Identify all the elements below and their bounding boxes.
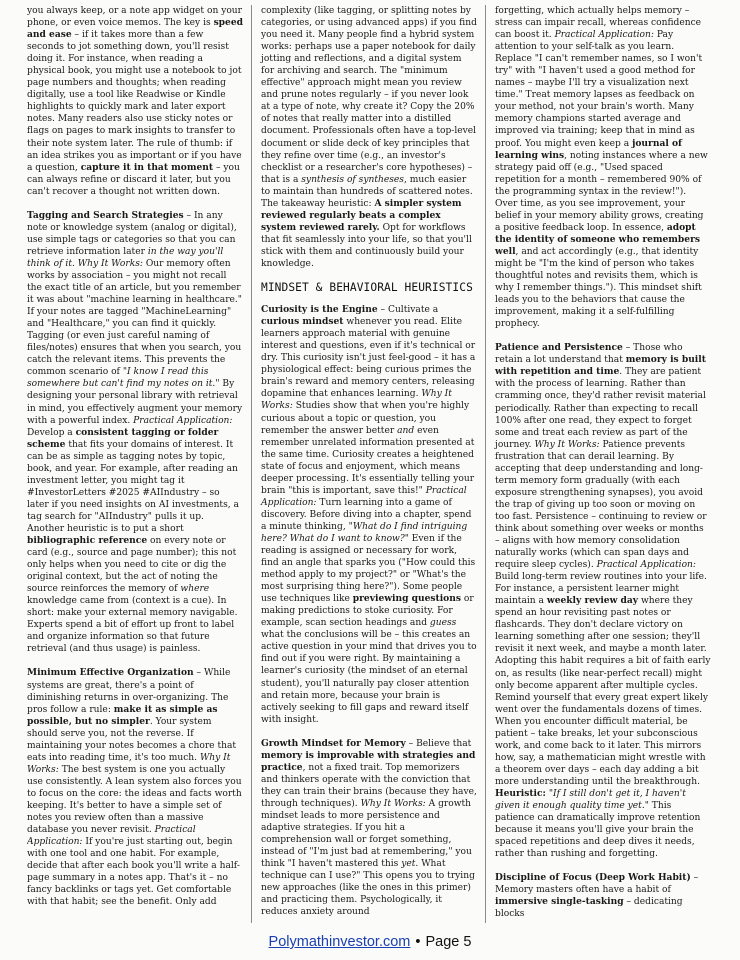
bold-text: Tagging and Search Strategies [27, 209, 184, 221]
page-footer [0, 934, 740, 950]
text-run: – Cultivate a [377, 305, 439, 316]
italic-text: synthesis of syntheses [301, 174, 404, 185]
italic-text: yet [401, 859, 416, 870]
section-heading: MINDSET & BEHAVIORAL HEURISTICS [261, 281, 473, 295]
paragraph [495, 342, 711, 860]
text-run: on every note or card (e.g., source and page number); this not only helps when you need to cite or dig the original context, but the act of noting the source reinforces the memory of [27, 536, 237, 595]
italic-text: Practical Application: [261, 485, 467, 508]
bold-text: memory is built with repetition and time [495, 354, 706, 378]
bold-text: capture it in that moment [80, 161, 214, 173]
text-run: knowledge came from (context is a cue). In short: make your external memory navigable. Experts spend a bit of effort up front to label and organize information so that future retrieval (and thus usage) is painless. [27, 596, 238, 655]
bold-text: Curiosity is the Engine [261, 304, 378, 316]
italic-text: guess [429, 618, 457, 629]
italic-text: where [180, 584, 210, 595]
italic-text: Practical Application: [27, 825, 196, 848]
text-run: Pay attention to your self-talk as you learn. Replace "I can't remember names, so I won't try" with "I haven't used a good method for names – maybe I'll try a visualization next time." Treat memory lapses as feedback on your method, not your brain's worth. Many memory champions started average and improved via training; keep that in mind as proof. You might even keep a [495, 30, 703, 149]
bold-text: Heuristic: [495, 788, 546, 799]
italic-text: Practical Application: [596, 560, 696, 571]
text-run: Even if the reading is assigned or necessary for work, find an angle that sparks you ("How could this method apply to my project?" or "What's the most surprising thing here?"). Some people use techniques like [261, 533, 476, 605]
footer-separator: • [415, 934, 421, 950]
bold-text: Patience and Persistence [495, 342, 623, 354]
text-run: that fits your domains of interest. It can be as simple as tagging notes by topic, book, and year. For example, after reading an investment letter, you might tag it #InvestorLetters #2025 #AIIndustry – so later if you need insights on AI investments, a tag search for "AIIndustry" pulls it up. Another heuristic is to put a short [27, 439, 239, 534]
paragraph [495, 5, 711, 330]
paragraph [261, 304, 477, 726]
text-run: Opt for workflows that fit seamlessly into your life, so that you'll stick with them and continuously build your knowledge. [261, 222, 472, 269]
text-run: you always keep, or a note app widget on your phone, or even voice memos. The key is [27, 6, 243, 29]
italic-text: Practical Application: [133, 415, 233, 426]
text-run: A growth mindset leads to more persistence and adaptive strategies. If you hit a comprehension wall or forget something, instead of "I'm just bad at remembering," you think "I haven't mastered this [261, 798, 472, 870]
italic-text: Why It Works: [77, 258, 143, 269]
bold-text: adopt the identity of someone who remembers well [495, 221, 700, 257]
paragraph [261, 5, 477, 270]
italic-text: Why It Works: [360, 798, 426, 809]
bold-text: immersive single-tasking [495, 896, 624, 908]
text-run: what the conclusions will be – this creates an active question in your mind that drives you to find out if you were right. By maintaining a learner's curiosity (the mindset of an eternal student), you'll naturally pay closer attention and retain more, because your brain is actively seeking to fill gaps and reward itself with insight. [261, 630, 477, 725]
text-run: The best system is one you actually use consistently. A lean system also forces you to focus on the core: the ideas and facts worth keeping. It's better to have a simple set of notes you review often than a massive database you never revisit. [27, 764, 242, 836]
text-run: If you're just starting out, begin with one tool and one habit. For example, decide that after each book you'll write a half-page summary in a notes app. That's it – no fancy backlinks or tags yet. Get comfortable with that habit; see the benefit. Only add [27, 837, 240, 908]
column-middle [251, 5, 485, 923]
text-run: , much easier to maintain than hundreds of scattered notes. The takeaway heuristic: [261, 174, 473, 209]
text-run: Turn learning into a game of discovery. Before diving into a chapter, spend a minute thinking, [261, 497, 472, 532]
text-run: – if it takes more than a few seconds to jot something down, you'll resist doing it. For instance, when reading a physical book, you might use a notebook to jot page numbers and thoughts; when reading digitally, use a tool like Readwise or Kindle highlights to quickly mark and later export notes. Many readers also use sticky notes or flags on pages to mark insights to transfer to their note system later. The rule of thumb: if an idea strikes you as important or if you have a question, [27, 30, 242, 173]
text-run: even remember unrelated information presented at the same time. Curiosity creates a heightened state of focus and enjoyment, which means deeper processing. It's essentially telling your brain "this is important, save this!" [261, 425, 475, 496]
italic-text: Why It Works: [534, 439, 600, 450]
bold-text: journal of learning wins [495, 137, 682, 161]
bold-text: A simpler system reviewed regularly beats a complex system reviewed rarely. [261, 197, 462, 233]
bold-text: curious mindset [261, 316, 344, 328]
bold-text: memory is improvable with strategies and practice [261, 749, 476, 773]
page-number: Page 5 [425, 934, 472, 950]
text-run: Build long-term review routines into your life. For instance, a persistent learner might maintain a [495, 572, 707, 607]
text-columns [27, 5, 726, 923]
paragraph [495, 872, 711, 920]
italic-text: in the way you'll think of it [27, 246, 224, 269]
bold-text: Growth Mindset for Memory [261, 737, 406, 749]
text-run: . Your system should serve you, not the reverse. If maintaining your notes becomes a chore that eats into reading time, it's too much. [27, 716, 237, 763]
text-run: or making predictions to stoke curiosity. For example, scan section headings and [261, 594, 474, 629]
text-run: . [71, 258, 78, 269]
text-run: – Believe that [405, 738, 472, 749]
text-run: , and act accordingly (e.g., that identity might be "I'm the kind of person who takes thoughtful notes and revisits them, which is why I remember things."). This mindset shift leads you to the behaviors that cause the improvement, making it a self-fulfilling prophecy. [495, 246, 702, 330]
text-run: . They are patient with the process of learning. Rather than cramming once, they'd rather revisit material periodically. Rather than expecting to recall 100% after one read, they expect to forget some and treat each review as part of the journey. [495, 367, 706, 450]
text-run: – you can always refine or discard it later, but you can't recover a thought not written down. [27, 162, 240, 197]
text-run: complexity (like tagging, or splitting notes by categories, or using advanced apps) if you find you need it. Many people find a hybrid system works: perhaps use a paper notebook for daily jotting and reflections, and a digital system for archiving and search. The "minimum effective" approach might mean you review and prune notes regularly – if you never look at a type of note, why create it? Copy the 20% of notes that really matter into a distilled document. Professionals often have a top-level document or slide deck of key principles that they refine over time (e.g., an investor's checklist or a researcher's core hypotheses) – that is a [261, 6, 477, 185]
website-link[interactable]: Polymathinvestor.com [268, 934, 411, 950]
paragraph [27, 5, 243, 198]
italic-text: "I know I read this somewhere but can't find my notes on it." [27, 367, 220, 390]
italic-text: Practical Application: [554, 30, 654, 41]
text-run: This patience can dramatically improve retention because it means you'll give your brain the spaced repetitions and deep dives it needs, rather than rushing and forgetting. [495, 801, 701, 860]
text-run: , not a fixed trait. Top memorizers and thinkers operate with the conviction that they can train their brains (because they have, through techniques). [261, 762, 477, 809]
bold-text: speed and ease [27, 17, 243, 41]
text-run: – In any note or knowledge system (analog or digital), use simple tags or categories so that you can retrieve information later [27, 210, 237, 257]
text-run: forgetting, which actually helps memory – stress can impair recall, whereas confidence can boost it. [495, 6, 702, 41]
bold-text: previewing questions [352, 593, 461, 605]
italic-text: Why It Works: [27, 752, 231, 775]
paragraph [261, 738, 477, 919]
text-run: By designing your personal library with retrieval in mind, you effectively augment your memory with a powerful index. [27, 379, 243, 426]
column-left [27, 5, 251, 923]
text-run: – Memory masters often have a habit of [495, 873, 699, 896]
text-run: – While systems are great, there's a point of diminishing returns in over-organizing. The pros follow a rule: [27, 668, 231, 715]
bold-text: Discipline of Focus (Deep Work Habit) [495, 872, 691, 884]
paragraph [27, 210, 243, 656]
bold-text: weekly review day [546, 595, 639, 607]
italic-text: "If I still don't get it, I haven't given it enough quality time yet." [495, 789, 686, 812]
italic-text: "What do I find intriguing here? What do I want to know?" [261, 521, 468, 544]
text-run: Patience prevents frustration that can derail learning. By accepting that deep understanding and long-term memory form gradually (with each exposure strengthening synapses), you avoid the trap of giving up too soon or moving on too fast. Persistence – continuing to review or think about something over weeks or months – aligns with how memory consolidation naturally works (which can span days and require sleep cycles). [495, 439, 707, 571]
text-run: where they spend an hour revisiting past notes or flashcards. They don't declare victory on learning something after one session; they'll revisit it next week, and maybe a month later. Adopting this habit requires a bit of faith early on, as results (like near-perfect recall) might only become apparent after multiple cycles. Remind yourself that every great expert likely went over the fundamentals dozens of times. When you encounter difficult material, be patient – take breaks, let your subconscious work, and come back to it later. This mirrors how, say, a mathematician might wrestle with a theorem over days – each day adding a bit more understanding until the breakthrough. [495, 596, 711, 787]
paragraph [27, 667, 243, 908]
text-run: Studies show that when you're highly curious about a topic or question, you remember the answer better [261, 401, 470, 436]
bold-text: Minimum Effective Organization [27, 667, 194, 679]
text-run: whenever you read. Elite learners approach material with genuine interest and questions, even if it's technical or dry. This curiosity isn't just feel-good – it has a physiological effect: being curious primes the brain's reward and memory centers, releasing dopamine that enhances learning. [261, 317, 476, 400]
text-run: Develop a [27, 427, 76, 438]
italic-text: Why It Works: [261, 389, 452, 412]
bold-text: make it as simple as possible, but no simpler [27, 703, 218, 727]
text-run: . What technique can I use?" This opens you to trying new approaches (like the ones in this primer) and practicing them. Psychologically, it reduces anxiety around [261, 859, 475, 918]
text-run: , noting instances where a new strategy paid off (e.g., "Used spaced repetition for a month – remembered 90% of the programming syntax in the review!"). Over time, as you see improvement, your belief in your memory ability grows, creating a positive feedback loop. In essence, [495, 150, 708, 233]
column-right [485, 5, 711, 923]
text-run: Our memory often works by association – you might not recall the exact title of an article, but you remember it was about "machine learning in healthcare." If your notes are tagged "MachineLearning" and "Healthcare," you can find it quickly. Tagging (or even just careful naming of files/notes) ensures that when you search, you catch the relevant items. This prevents the common scenario of [27, 258, 242, 378]
text-run: – dedicating blocks [495, 897, 683, 920]
bold-text: consistent tagging or folder scheme [27, 426, 219, 450]
italic-text: and [397, 425, 415, 436]
text-run: – Those who retain a lot understand that [495, 343, 683, 366]
bold-text: bibliographic reference [27, 535, 148, 547]
